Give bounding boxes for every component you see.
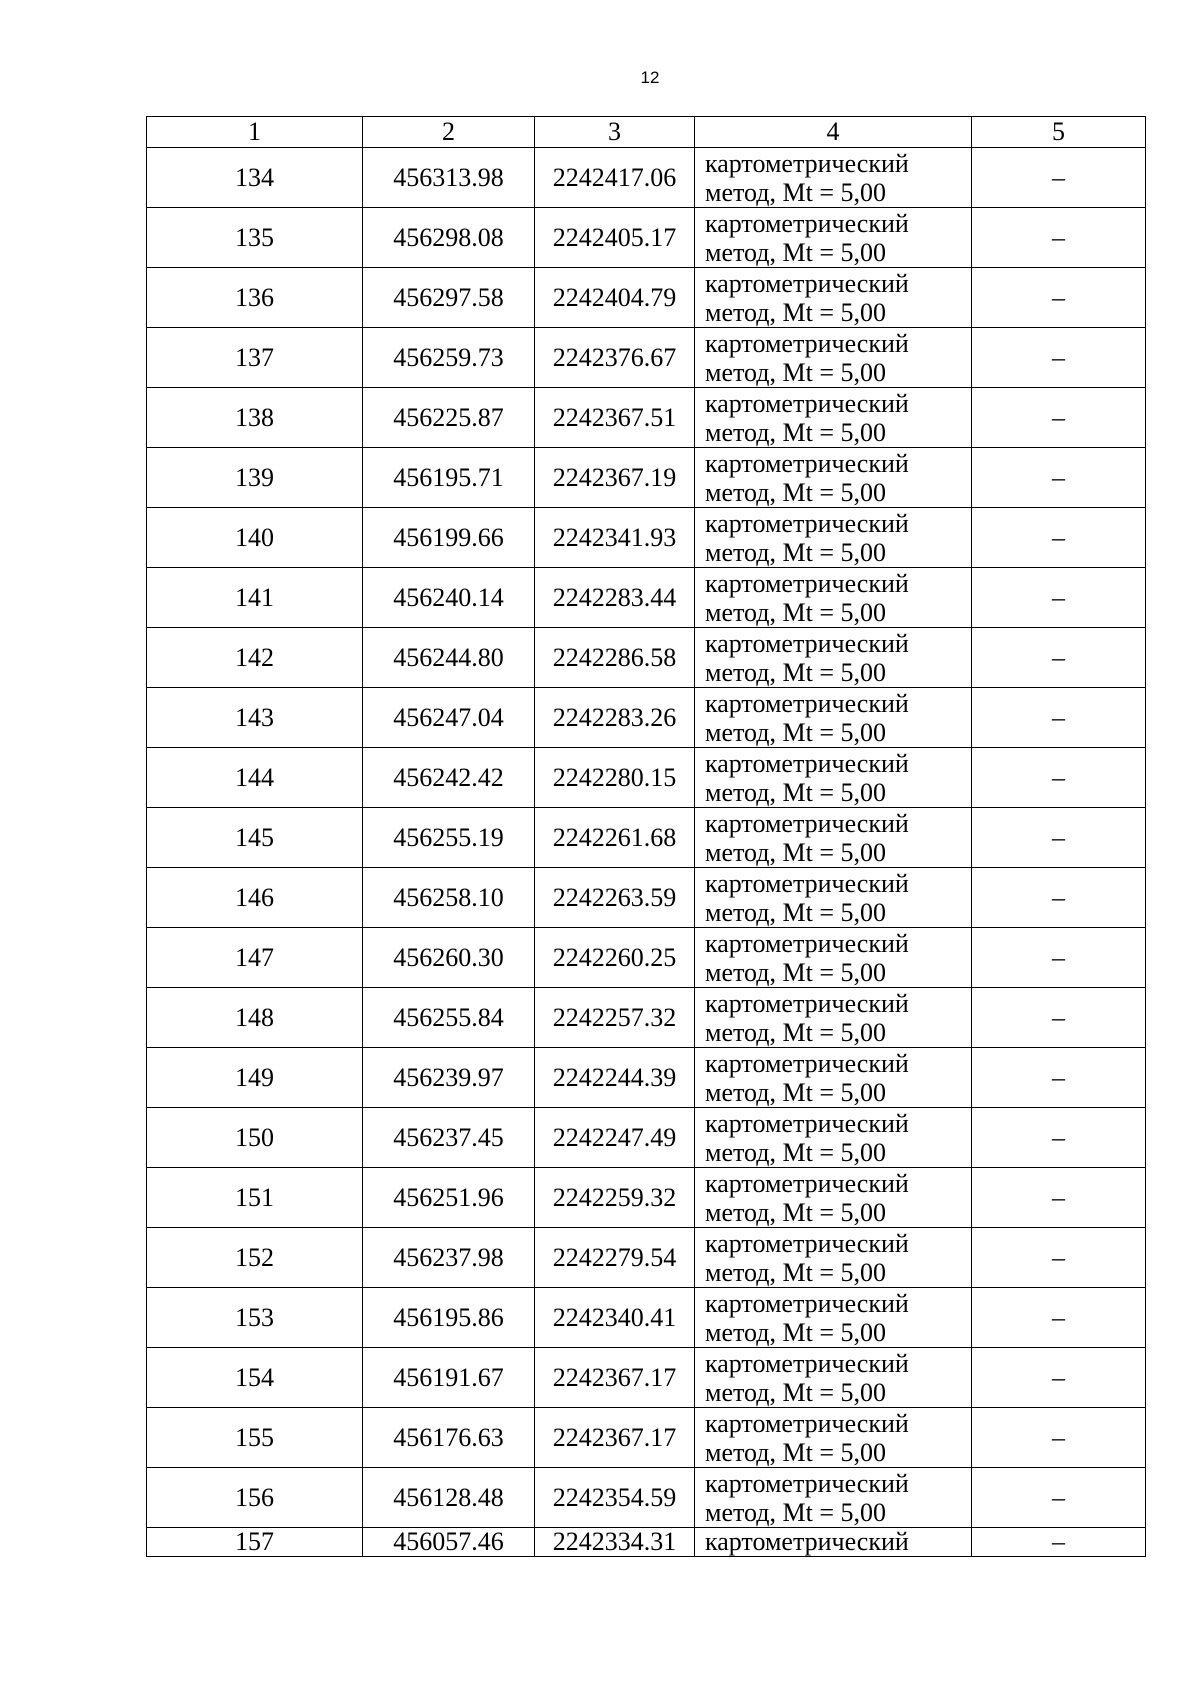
dash-cell: – — [972, 748, 1146, 808]
point-number: 142 — [147, 628, 363, 688]
x-coordinate: 456128.48 — [363, 1468, 535, 1528]
dash-cell: – — [972, 568, 1146, 628]
table-row — [147, 508, 1146, 568]
point-number: 138 — [147, 388, 363, 448]
method-line-2: метод, Mt = 5,00 — [705, 417, 886, 447]
method-line-2: метод, Mt = 5,00 — [705, 477, 886, 507]
table-row — [147, 748, 1146, 808]
table-row — [147, 988, 1146, 1048]
dash-cell: – — [972, 1528, 1146, 1557]
method-cell — [695, 1048, 972, 1108]
method-cell — [695, 148, 972, 208]
y-coordinate: 2242367.51 — [535, 388, 695, 448]
method-line-1: картометрический — [705, 508, 909, 538]
dash-cell: – — [972, 688, 1146, 748]
method-cell — [695, 988, 972, 1048]
method-line-1: картометрический — [705, 448, 909, 478]
x-coordinate: 456195.86 — [363, 1288, 535, 1348]
header-col-3: 3 — [535, 117, 695, 148]
x-coordinate: 456251.96 — [363, 1168, 535, 1228]
method-line-1: картометрический — [705, 208, 909, 238]
y-coordinate: 2242247.49 — [535, 1108, 695, 1168]
x-coordinate: 456191.67 — [363, 1348, 535, 1408]
dash-cell: – — [972, 148, 1146, 208]
y-coordinate: 2242286.58 — [535, 628, 695, 688]
y-coordinate: 2242283.44 — [535, 568, 695, 628]
table-row — [147, 808, 1146, 868]
header-row — [147, 117, 1146, 148]
method-line-2: метод, Mt = 5,00 — [705, 537, 886, 567]
dash-cell: – — [972, 1048, 1146, 1108]
method-line-1: картометрический — [705, 568, 909, 598]
method-line-2: метод, Mt = 5,00 — [705, 957, 886, 987]
table-row — [147, 1168, 1146, 1228]
y-coordinate: 2242341.93 — [535, 508, 695, 568]
point-number: 143 — [147, 688, 363, 748]
method-line-2: метод, Mt = 5,00 — [705, 237, 886, 267]
dash-cell: – — [972, 208, 1146, 268]
y-coordinate: 2242280.15 — [535, 748, 695, 808]
method-line-1: картометрический — [705, 1408, 909, 1438]
table-row — [147, 208, 1146, 268]
method-line-1: картометрический — [705, 808, 909, 838]
table-row — [147, 1108, 1146, 1168]
method-cell — [695, 568, 972, 628]
dash-cell: – — [972, 508, 1146, 568]
x-coordinate: 456057.46 — [363, 1528, 535, 1557]
method-cell — [695, 1288, 972, 1348]
method-line-1: картометрический — [705, 988, 909, 1018]
point-number: 150 — [147, 1108, 363, 1168]
y-coordinate: 2242367.17 — [535, 1348, 695, 1408]
dash-cell: – — [972, 988, 1146, 1048]
x-coordinate: 456225.87 — [363, 388, 535, 448]
method-line-2: метод, Mt = 5,00 — [705, 897, 886, 927]
y-coordinate: 2242261.68 — [535, 808, 695, 868]
method-line-1: картометрический — [705, 748, 909, 778]
point-number: 152 — [147, 1228, 363, 1288]
table-row — [147, 688, 1146, 748]
method-line-1: картометрический — [705, 1228, 909, 1258]
method-line-2: метод, Mt = 5,00 — [705, 177, 886, 207]
point-number: 151 — [147, 1168, 363, 1228]
method-cell — [695, 328, 972, 388]
y-coordinate: 2242260.25 — [535, 928, 695, 988]
point-number: 145 — [147, 808, 363, 868]
table-body — [147, 148, 1146, 1557]
table-row — [147, 568, 1146, 628]
table-row — [147, 868, 1146, 928]
dash-cell: – — [972, 628, 1146, 688]
y-coordinate: 2242257.32 — [535, 988, 695, 1048]
table-row — [147, 928, 1146, 988]
point-number: 149 — [147, 1048, 363, 1108]
method-line-2: метод, Mt = 5,00 — [705, 657, 886, 687]
point-number: 148 — [147, 988, 363, 1048]
method-cell — [695, 1348, 972, 1408]
dash-cell: – — [972, 1228, 1146, 1288]
dash-cell: – — [972, 868, 1146, 928]
point-number: 154 — [147, 1348, 363, 1408]
y-coordinate: 2242404.79 — [535, 268, 695, 328]
y-coordinate: 2242283.26 — [535, 688, 695, 748]
dash-cell: – — [972, 1348, 1146, 1408]
dash-cell: – — [972, 1408, 1146, 1468]
table-row — [147, 328, 1146, 388]
method-line-1: картометрический — [705, 1168, 909, 1198]
method-cell — [695, 928, 972, 988]
y-coordinate: 2242405.17 — [535, 208, 695, 268]
y-coordinate: 2242263.59 — [535, 868, 695, 928]
point-number: 147 — [147, 928, 363, 988]
x-coordinate: 456240.14 — [363, 568, 535, 628]
method-cell — [695, 268, 972, 328]
method-line-1: картометрический — [705, 1048, 909, 1078]
method-line-2: метод, Mt = 5,00 — [705, 597, 886, 627]
dash-cell: – — [972, 448, 1146, 508]
point-number: 144 — [147, 748, 363, 808]
y-coordinate: 2242334.31 — [535, 1528, 695, 1557]
header-col-1: 1 — [147, 117, 363, 148]
method-line-1: картометрический — [705, 328, 909, 358]
y-coordinate: 2242340.41 — [535, 1288, 695, 1348]
x-coordinate: 456239.97 — [363, 1048, 535, 1108]
x-coordinate: 456258.10 — [363, 868, 535, 928]
point-number: 140 — [147, 508, 363, 568]
table-row — [147, 1468, 1146, 1528]
method-line-2: метод, Mt = 5,00 — [705, 297, 886, 327]
method-line-1: картометрический — [705, 628, 909, 658]
method-cell — [695, 1108, 972, 1168]
method-cell — [695, 448, 972, 508]
table-row — [147, 1348, 1146, 1408]
point-number: 136 — [147, 268, 363, 328]
method-cell — [695, 208, 972, 268]
table-row — [147, 268, 1146, 328]
y-coordinate: 2242279.54 — [535, 1228, 695, 1288]
dash-cell: – — [972, 808, 1146, 868]
x-coordinate: 456313.98 — [363, 148, 535, 208]
point-number: 139 — [147, 448, 363, 508]
x-coordinate: 456176.63 — [363, 1408, 535, 1468]
y-coordinate: 2242244.39 — [535, 1048, 695, 1108]
point-number: 157 — [147, 1528, 363, 1557]
x-coordinate: 456255.84 — [363, 988, 535, 1048]
y-coordinate: 2242376.67 — [535, 328, 695, 388]
method-cell — [695, 1228, 972, 1288]
x-coordinate: 456255.19 — [363, 808, 535, 868]
point-number: 156 — [147, 1468, 363, 1528]
table-row — [147, 1288, 1146, 1348]
method-cell — [695, 1408, 972, 1468]
dash-cell: – — [972, 388, 1146, 448]
x-coordinate: 456260.30 — [363, 928, 535, 988]
method-line-2: метод, Mt = 5,00 — [705, 1257, 886, 1287]
y-coordinate: 2242367.19 — [535, 448, 695, 508]
method-cell — [695, 1168, 972, 1228]
coordinates-table — [146, 116, 1146, 1557]
point-number: 134 — [147, 148, 363, 208]
method-line-1: картометрический — [705, 268, 909, 298]
x-coordinate: 456244.80 — [363, 628, 535, 688]
method-cell: картометрический — [695, 1528, 972, 1557]
method-line-1: картометрический — [705, 148, 909, 178]
table-row — [147, 388, 1146, 448]
point-number: 153 — [147, 1288, 363, 1348]
point-number: 155 — [147, 1408, 363, 1468]
y-coordinate: 2242259.32 — [535, 1168, 695, 1228]
x-coordinate: 456298.08 — [363, 208, 535, 268]
method-line-2: метод, Mt = 5,00 — [705, 1317, 886, 1347]
table-row-last — [147, 1528, 1146, 1557]
table-row — [147, 148, 1146, 208]
method-cell — [695, 808, 972, 868]
x-coordinate: 456297.58 — [363, 268, 535, 328]
point-number: 141 — [147, 568, 363, 628]
method-line-2: метод, Mt = 5,00 — [705, 1437, 886, 1467]
method-line-2: метод, Mt = 5,00 — [705, 1377, 886, 1407]
method-line-1: картометрический — [705, 1348, 909, 1378]
method-line-1: картометрический — [705, 1108, 909, 1138]
method-line-2: метод, Mt = 5,00 — [705, 717, 886, 747]
x-coordinate: 456199.66 — [363, 508, 535, 568]
dash-cell: – — [972, 928, 1146, 988]
method-line-1: картометрический — [705, 1468, 909, 1498]
y-coordinate: 2242354.59 — [535, 1468, 695, 1528]
method-line-2: метод, Mt = 5,00 — [705, 1197, 886, 1227]
method-cell — [695, 508, 972, 568]
x-coordinate: 456237.98 — [363, 1228, 535, 1288]
point-number: 135 — [147, 208, 363, 268]
dash-cell: – — [972, 1468, 1146, 1528]
table-row — [147, 1048, 1146, 1108]
method-line-2: метод, Mt = 5,00 — [705, 837, 886, 867]
table-header — [147, 117, 1146, 148]
method-cell — [695, 688, 972, 748]
method-cell — [695, 868, 972, 928]
dash-cell: – — [972, 268, 1146, 328]
table-row — [147, 628, 1146, 688]
method-cell — [695, 628, 972, 688]
table-row — [147, 1408, 1146, 1468]
x-coordinate: 456195.71 — [363, 448, 535, 508]
y-coordinate: 2242367.17 — [535, 1408, 695, 1468]
point-number: 137 — [147, 328, 363, 388]
method-line-2: метод, Mt = 5,00 — [705, 357, 886, 387]
y-coordinate: 2242417.06 — [535, 148, 695, 208]
method-line-2: метод, Mt = 5,00 — [705, 1017, 886, 1047]
dash-cell: – — [972, 1288, 1146, 1348]
method-line-1: картометрический — [705, 928, 909, 958]
x-coordinate: 456247.04 — [363, 688, 535, 748]
dash-cell: – — [972, 1108, 1146, 1168]
method-cell — [695, 1468, 972, 1528]
x-coordinate: 456237.45 — [363, 1108, 535, 1168]
header-col-2: 2 — [363, 117, 535, 148]
method-line-2: метод, Mt = 5,00 — [705, 777, 886, 807]
table-row — [147, 448, 1146, 508]
header-col-5: 5 — [972, 117, 1146, 148]
method-cell — [695, 388, 972, 448]
dash-cell: – — [972, 1168, 1146, 1228]
dash-cell: – — [972, 328, 1146, 388]
method-cell — [695, 748, 972, 808]
point-number: 146 — [147, 868, 363, 928]
x-coordinate: 456259.73 — [363, 328, 535, 388]
method-line-2: метод, Mt = 5,00 — [705, 1077, 886, 1107]
table-row — [147, 1228, 1146, 1288]
header-col-4: 4 — [695, 117, 972, 148]
method-line-2: метод, Mt = 5,00 — [705, 1137, 886, 1167]
method-line-1: картометрический — [705, 688, 909, 718]
page-number: 12 — [640, 68, 660, 87]
method-line-2: метод, Mt = 5,00 — [705, 1497, 886, 1527]
method-line-1: картометрический — [705, 868, 909, 898]
method-line-1: картометрический — [705, 388, 909, 418]
method-line-1: картометрический — [705, 1288, 909, 1318]
x-coordinate: 456242.42 — [363, 748, 535, 808]
